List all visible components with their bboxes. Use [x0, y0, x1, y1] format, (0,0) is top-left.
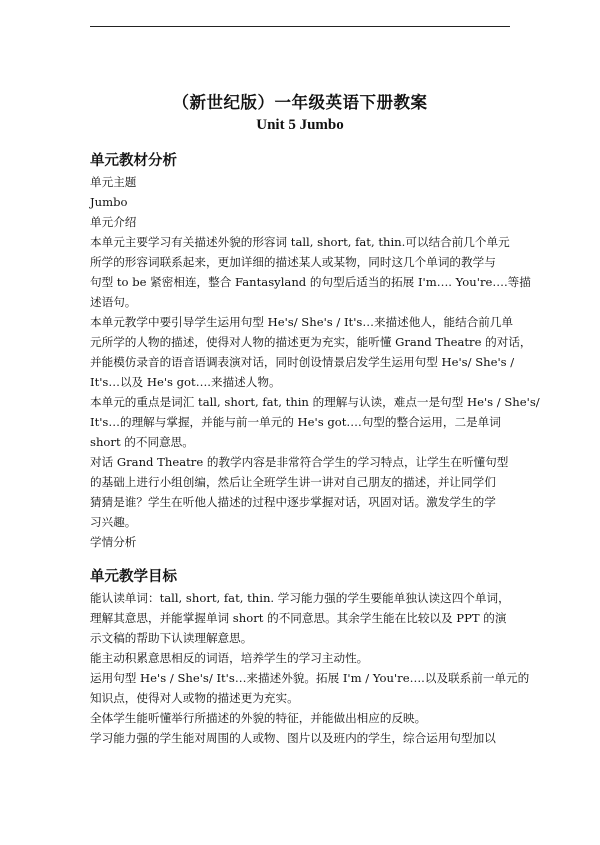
text-line: 猜猜是谁？学生在听他人描述的过程中逐步掌握对话，巩固对话。激发学生的学	[90, 495, 496, 509]
section-analysis-text	[90, 172, 540, 552]
document-body	[90, 150, 540, 748]
text-line: 习兴趣。	[90, 515, 137, 529]
text-line: 能主动积累意思相反的词语，培养学生的学习主动性。	[90, 651, 369, 665]
text-line: 本单元主要学习有关描述外貌的形容词 tall, short, fat, thin.可以结合前几个单元	[90, 235, 510, 249]
section-heading-analysis: 单元教材分析	[90, 152, 177, 169]
title-block	[0, 92, 600, 136]
text-line: 单元介绍	[90, 215, 137, 229]
text-line: 所学的形容词联系起来，更加详细的描述某人或某物，同时这几个单词的教学与	[90, 255, 496, 269]
text-line: 元所学的人物的描述，使得对人物的描述更为充实，能听懂 Grand Theatre 的对话，	[90, 335, 532, 349]
header-rule	[90, 26, 510, 27]
text-line: 本单元教学中要引导学生运用句型 He's/ She's / It's…来描述他人，能结合前几单	[90, 315, 514, 329]
text-line: 理解其意思，并能掌握单词 short 的不同意思。其余学生能在比较以及 PPT 的演	[90, 611, 507, 625]
text-line: Jumbo	[90, 195, 128, 209]
text-line: 句型 to be 紧密相连，整合 Fantasyland 的句型后适当的拓展 I'm…. You're….等描	[90, 275, 531, 289]
section-heading-goals: 单元教学目标	[90, 568, 177, 585]
text-line: It's…的理解与掌握，并能与前一单元的 He's got….句型的整合运用，二是单词	[90, 415, 501, 429]
text-line: 本单元的重点是词汇 tall, short, fat, thin 的理解与认读，难点一是句型 He's / She's/	[90, 395, 540, 409]
section-goals-text	[90, 588, 530, 748]
text-line: It's…以及 He's got….来描述人物。	[90, 375, 281, 389]
text-line: 学习能力强的学生能对周围的人或物、图片以及班内的学生，综合运用句型加以	[90, 731, 496, 745]
text-line: short 的不同意思。	[90, 435, 194, 449]
text-line: 运用句型 He's / She's/ It's…来描述外貌。拓展 I'm / You're….以及联系前一单元的	[90, 671, 530, 685]
text-line: 单元主题	[90, 175, 137, 189]
text-line: 示文稿的帮助下认读理解意思。	[90, 631, 253, 645]
text-line: 学情分析	[90, 535, 137, 549]
text-line: 全体学生能听懂举行所描述的外貌的特征，并能做出相应的反映。	[90, 711, 427, 725]
text-line: 能认读单词：tall, short, fat, thin. 学习能力强的学生要能单独认读这四个单词，	[90, 591, 510, 605]
text-line: 的基础上进行小组创编，然后让全班学生讲一讲对自己朋友的描述，并让同学们	[90, 475, 496, 489]
document-subtitle: Unit 5 Jumbo	[256, 117, 344, 133]
document-title: （新世纪版）一年级英语下册教案	[172, 93, 428, 112]
text-line: 述语句。	[90, 295, 137, 309]
text-line: 对话 Grand Theatre 的教学内容是非常符合学生的学习特点，让学生在听懂句型	[90, 455, 509, 469]
text-line: 知识点，使得对人或物的描述更为充实。	[90, 691, 299, 705]
text-line: 并能模仿录音的语音语调表演对话，同时创设情景启发学生运用句型 He's/ She's /	[90, 355, 515, 369]
